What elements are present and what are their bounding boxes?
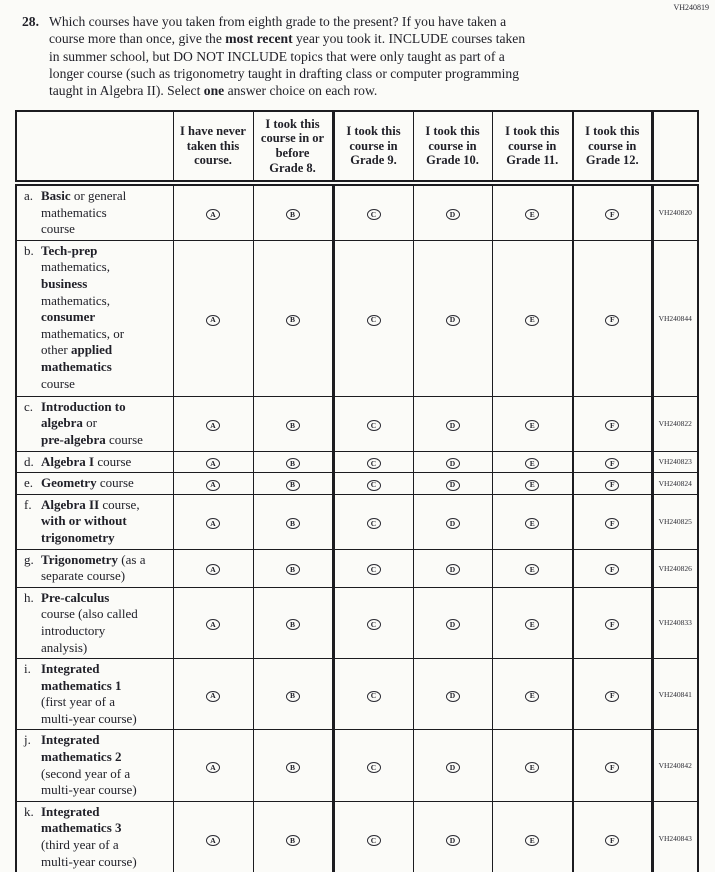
answer-cell-j-D (413, 730, 492, 801)
answer-bubble-e-F[interactable]: F (605, 480, 619, 491)
question-text: Which courses have you taken from eighth grade to the present? If you have taken a course more than once, give the most recent year you took it. INCLUDE courses taken in summer school, but DO NOT INCLUDE topics that were only taught as part of a longer course (such as trigonometry taught in drafting class or computer programming taught in Algebra II). Select one answer choice on each row. (49, 14, 526, 99)
answer-bubble-a-C[interactable]: C (367, 209, 381, 220)
table-row-g (16, 549, 698, 587)
course-name: Basic or general mathematics course (41, 188, 127, 237)
table-row-c (16, 396, 698, 451)
answer-bubble-a-A[interactable]: A (206, 209, 220, 220)
answer-cell-j-C (333, 730, 413, 801)
answer-cell-k-F (573, 801, 652, 872)
course-name: Integrated mathematics 1 (first year of a multi-year course) (41, 661, 137, 726)
answer-bubble-k-C[interactable]: C (367, 835, 381, 846)
answer-bubble-e-E[interactable]: E (525, 480, 539, 491)
row-letter: k. (24, 803, 34, 819)
answer-cell-h-B (253, 587, 333, 658)
code-column-header (652, 111, 698, 183)
answer-cell-a-C (333, 183, 413, 240)
answer-cell-d-D (413, 451, 492, 473)
answer-bubble-f-C[interactable]: C (367, 518, 381, 529)
answer-cell-g-B (253, 549, 333, 587)
answer-cell-f-D (413, 494, 492, 549)
answer-bubble-k-D[interactable]: D (446, 835, 460, 846)
answer-bubble-g-A[interactable]: A (206, 564, 220, 575)
grid-body (16, 183, 698, 872)
course-name: Algebra I course (41, 453, 132, 469)
answer-cell-a-E (492, 183, 573, 240)
answer-bubble-f-B[interactable]: B (286, 518, 300, 529)
answer-cell-c-E (492, 396, 573, 451)
column-header-1: I have never taken this course. (173, 111, 253, 183)
column-header-4: I took this course in Grade 10. (413, 111, 492, 183)
answer-bubble-i-C[interactable]: C (367, 691, 381, 702)
answer-bubble-g-E[interactable]: E (525, 564, 539, 575)
answer-bubble-d-C[interactable]: C (367, 458, 381, 469)
answer-bubble-j-E[interactable]: E (525, 762, 539, 773)
answer-cell-d-E (492, 451, 573, 473)
row-letter: c. (24, 398, 34, 414)
answer-bubble-e-D[interactable]: D (446, 480, 460, 491)
answer-bubble-b-F[interactable]: F (605, 315, 619, 326)
row-letter: h. (24, 589, 34, 605)
course-label-g (16, 549, 173, 587)
question-number: 28. (22, 14, 39, 29)
answer-bubble-e-B[interactable]: B (286, 480, 300, 491)
answer-bubble-a-E[interactable]: E (525, 209, 539, 220)
answer-bubble-c-B[interactable]: B (286, 420, 300, 431)
answer-bubble-h-F[interactable]: F (605, 619, 619, 630)
row-code: VH240844 (652, 240, 698, 396)
answer-cell-f-A (173, 494, 253, 549)
course-name: Geometry course (41, 475, 134, 491)
answer-bubble-a-D[interactable]: D (446, 209, 460, 220)
course-name: Introduction to algebra or pre-algebra course (41, 398, 143, 447)
course-label-b (16, 240, 173, 396)
answer-cell-e-D (413, 473, 492, 495)
row-letter: f. (24, 496, 32, 512)
course-label-i (16, 659, 173, 730)
answer-bubble-b-B[interactable]: B (286, 315, 300, 326)
row-code: VH240825 (652, 494, 698, 549)
answer-bubble-i-A[interactable]: A (206, 691, 220, 702)
row-letter: b. (24, 242, 34, 258)
form-code: VH240819 (673, 3, 709, 12)
answer-cell-a-D (413, 183, 492, 240)
row-code: VH240823 (652, 451, 698, 473)
answer-bubble-f-D[interactable]: D (446, 518, 460, 529)
answer-bubble-k-A[interactable]: A (206, 835, 220, 846)
answer-cell-j-F (573, 730, 652, 801)
answer-bubble-b-C[interactable]: C (367, 315, 381, 326)
course-label-e (16, 473, 173, 495)
answer-bubble-b-D[interactable]: D (446, 315, 460, 326)
answer-cell-i-C (333, 659, 413, 730)
answer-cell-j-A (173, 730, 253, 801)
answer-bubble-j-F[interactable]: F (605, 762, 619, 773)
answer-cell-j-E (492, 730, 573, 801)
answer-bubble-d-F[interactable]: F (605, 458, 619, 469)
answer-bubble-c-E[interactable]: E (525, 420, 539, 431)
answer-bubble-h-E[interactable]: E (525, 619, 539, 630)
answer-bubble-d-B[interactable]: B (286, 458, 300, 469)
answer-bubble-k-B[interactable]: B (286, 835, 300, 846)
table-row-e (16, 473, 698, 495)
answer-cell-a-F (573, 183, 652, 240)
answer-cell-i-E (492, 659, 573, 730)
answer-bubble-e-C[interactable]: C (367, 480, 381, 491)
table-row-a (16, 183, 698, 240)
answer-bubble-k-F[interactable]: F (605, 835, 619, 846)
table-row-k (16, 801, 698, 872)
answer-bubble-c-C[interactable]: C (367, 420, 381, 431)
answer-cell-e-A (173, 473, 253, 495)
row-letter: d. (24, 453, 34, 469)
question-28 (22, 13, 662, 99)
answer-cell-c-B (253, 396, 333, 451)
answer-cell-f-F (573, 494, 652, 549)
answer-cell-f-C (333, 494, 413, 549)
answer-bubble-k-E[interactable]: E (525, 835, 539, 846)
course-name: Algebra II course, with or without trigonometry (41, 496, 140, 545)
row-code: VH240820 (652, 183, 698, 240)
answer-cell-k-A (173, 801, 253, 872)
answer-cell-b-E (492, 240, 573, 396)
answer-cell-e-F (573, 473, 652, 495)
answer-bubble-j-B[interactable]: B (286, 762, 300, 773)
answer-cell-f-B (253, 494, 333, 549)
row-letter: a. (24, 188, 34, 203)
answer-cell-k-E (492, 801, 573, 872)
answer-cell-g-F (573, 549, 652, 587)
column-header-5: I took this course in Grade 11. (492, 111, 573, 183)
answer-cell-b-C (333, 240, 413, 396)
course-label-f (16, 494, 173, 549)
answer-bubble-i-B[interactable]: B (286, 691, 300, 702)
answer-bubble-a-B[interactable]: B (286, 209, 300, 220)
answer-cell-j-B (253, 730, 333, 801)
row-code: VH240824 (652, 473, 698, 495)
answer-cell-b-D (413, 240, 492, 396)
answer-bubble-c-F[interactable]: F (605, 420, 619, 431)
table-row-f (16, 494, 698, 549)
answer-cell-b-F (573, 240, 652, 396)
answer-bubble-h-A[interactable]: A (206, 619, 220, 630)
grid-header-row (16, 111, 698, 183)
answer-bubble-e-A[interactable]: A (206, 480, 220, 491)
row-letter: e. (24, 475, 34, 491)
answer-cell-c-D (413, 396, 492, 451)
answer-cell-i-B (253, 659, 333, 730)
answer-bubble-g-C[interactable]: C (367, 564, 381, 575)
course-name: Trigonometry (as a separate course) (41, 551, 146, 584)
answer-bubble-j-D[interactable]: D (446, 762, 460, 773)
answer-bubble-d-D[interactable]: D (446, 458, 460, 469)
answer-bubble-d-E[interactable]: E (525, 458, 539, 469)
answer-cell-h-D (413, 587, 492, 658)
answer-cell-g-A (173, 549, 253, 587)
answer-bubble-a-F[interactable]: F (605, 209, 619, 220)
answer-bubble-b-A[interactable]: A (206, 315, 220, 326)
row-code: VH240842 (652, 730, 698, 801)
answer-bubble-h-C[interactable]: C (367, 619, 381, 630)
column-header-3: I took this course in Grade 9. (333, 111, 413, 183)
answer-bubble-i-E[interactable]: E (525, 691, 539, 702)
answer-cell-k-D (413, 801, 492, 872)
course-label-a (16, 183, 173, 240)
answer-cell-a-B (253, 183, 333, 240)
answer-cell-h-A (173, 587, 253, 658)
answer-cell-i-A (173, 659, 253, 730)
answer-cell-b-A (173, 240, 253, 396)
course-label-c (16, 396, 173, 451)
course-label-d (16, 451, 173, 473)
table-row-i (16, 659, 698, 730)
answer-bubble-j-C[interactable]: C (367, 762, 381, 773)
answer-cell-k-C (333, 801, 413, 872)
answer-cell-i-F (573, 659, 652, 730)
row-code: VH240826 (652, 549, 698, 587)
answer-cell-c-C (333, 396, 413, 451)
answer-cell-h-C (333, 587, 413, 658)
answer-bubble-i-D[interactable]: D (446, 691, 460, 702)
answer-bubble-b-E[interactable]: E (525, 315, 539, 326)
column-header-2: I took this course in or before Grade 8. (253, 111, 333, 183)
table-row-j (16, 730, 698, 801)
answer-bubble-f-E[interactable]: E (525, 518, 539, 529)
answer-cell-e-E (492, 473, 573, 495)
row-letter: g. (24, 551, 34, 567)
answer-cell-k-B (253, 801, 333, 872)
row-code: VH240843 (652, 801, 698, 872)
answer-cell-i-D (413, 659, 492, 730)
course-grid-table (15, 110, 699, 872)
course-label-h (16, 587, 173, 658)
answer-bubble-i-F[interactable]: F (605, 691, 619, 702)
answer-cell-c-A (173, 396, 253, 451)
row-letter: i. (24, 661, 31, 677)
answer-cell-h-E (492, 587, 573, 658)
answer-bubble-g-F[interactable]: F (605, 564, 619, 575)
answer-cell-d-C (333, 451, 413, 473)
answer-bubble-g-D[interactable]: D (446, 564, 460, 575)
table-row-d (16, 451, 698, 473)
grid-header (16, 111, 698, 183)
course-name: Tech-prep mathematics, business mathematics, consumer mathematics, or other applied mathematics course (41, 242, 125, 391)
answer-bubble-f-F[interactable]: F (605, 518, 619, 529)
course-column-header (16, 111, 173, 183)
answer-bubble-f-A[interactable]: A (206, 518, 220, 529)
answer-cell-a-A (173, 183, 253, 240)
table-row-h (16, 587, 698, 658)
row-code: VH240841 (652, 659, 698, 730)
course-name: Integrated mathematics 2 (second year of a multi-year course) (41, 732, 137, 798)
column-header-6: I took this course in Grade 12. (573, 111, 652, 183)
answer-cell-b-B (253, 240, 333, 396)
row-letter: j. (24, 732, 31, 748)
answer-cell-e-C (333, 473, 413, 495)
answer-cell-d-B (253, 451, 333, 473)
answer-cell-e-B (253, 473, 333, 495)
course-label-j (16, 730, 173, 801)
answer-bubble-h-B[interactable]: B (286, 619, 300, 630)
answer-bubble-g-B[interactable]: B (286, 564, 300, 575)
answer-bubble-d-A[interactable]: A (206, 458, 220, 469)
table-row-b (16, 240, 698, 396)
answer-cell-g-C (333, 549, 413, 587)
answer-cell-h-F (573, 587, 652, 658)
course-name: Pre-calculus course (also called introductory analysis) (41, 589, 138, 655)
answer-bubble-c-A[interactable]: A (206, 420, 220, 431)
answer-bubble-h-D[interactable]: D (446, 619, 460, 630)
answer-cell-d-F (573, 451, 652, 473)
answer-cell-f-E (492, 494, 573, 549)
row-code: VH240822 (652, 396, 698, 451)
course-name: Integrated mathematics 3 (third year of a multi-year course) (41, 803, 137, 869)
answer-cell-d-A (173, 451, 253, 473)
answer-bubble-c-D[interactable]: D (446, 420, 460, 431)
row-code: VH240833 (652, 587, 698, 658)
answer-bubble-j-A[interactable]: A (206, 762, 220, 773)
course-label-k (16, 801, 173, 872)
answer-cell-c-F (573, 396, 652, 451)
answer-cell-g-D (413, 549, 492, 587)
answer-cell-g-E (492, 549, 573, 587)
